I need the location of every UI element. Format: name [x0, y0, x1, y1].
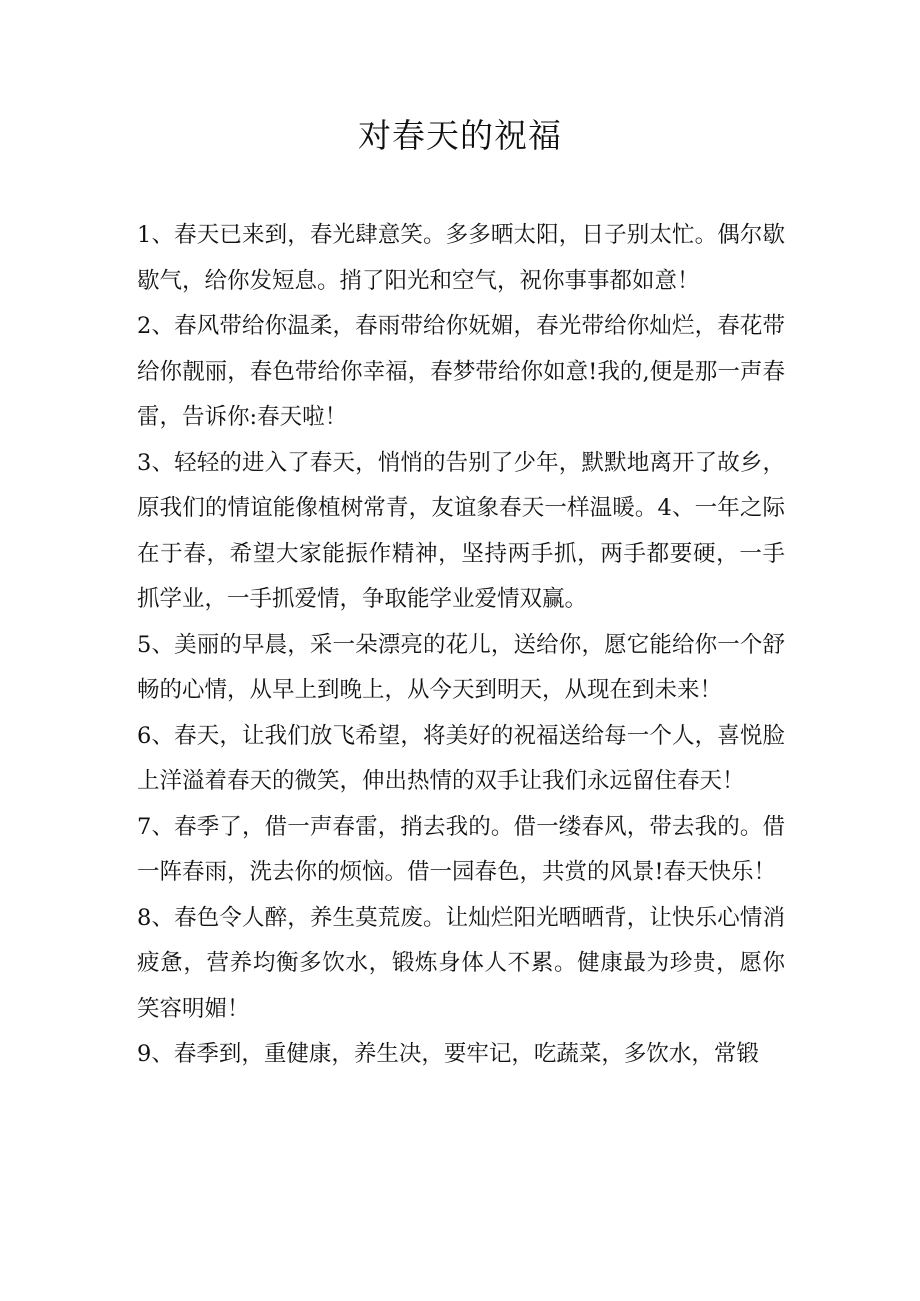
paragraph: 8、春色令人醉，养生莫荒废。让灿烂阳光晒晒背，让快乐心情消疲惫，营养均衡多饮水，锻炼身体人不累。健康最为珍贵，愿你笑容明媚！ — [137, 904, 785, 1022]
paragraph: 1、春天已来到，春光肆意笑。多多晒太阳，日子别太忙。偶尔歇歇气，给你发短息。捎了阳光和空气，祝你事事都如意！ — [137, 222, 785, 294]
paragraph: 5、美丽的早晨，采一朵漂亮的花儿，送给你，愿它能给你一个舒畅的心情，从早上到晚上，从今天到明天，从现在到未来！ — [137, 631, 785, 703]
paragraph: 6、春天，让我们放飞希望，将美好的祝福送给每一个人，喜悦脸上洋溢着春天的微笑，伸出热情的双手让我们永远留住春天！ — [137, 722, 785, 794]
page-title: 对春天的祝福 — [358, 116, 562, 155]
paragraph: 7、春季了，借一声春雷，捎去我的。借一缕春风，带去我的。借一阵春雨，洗去你的烦恼。借一园春色，共赏的风景!春天快乐！ — [137, 813, 785, 885]
paragraph: 2、春风带给你温柔，春雨带给你妩媚，春光带给你灿烂，春花带给你靓丽，春色带给你幸福，春梦带给你如意!我的,便是那一声春雷，告诉你:春天啦！ — [137, 313, 785, 430]
paragraph: 9、春季到，重健康，养生决，要牢记，吃蔬菜，多饮水，常锻 — [137, 1041, 759, 1067]
document-body — [137, 213, 785, 1078]
paragraph: 3、轻轻的进入了春天，悄悄的告别了少年，默默地离开了故乡，原我们的情谊能像植树常青，友谊象春天一样温暖。4、一年之际在于春，希望大家能振作精神，坚持两手抓，两手都要硬，一手抓学业，一手抓爱情，争取能学业爱情双赢。 — [137, 449, 785, 612]
